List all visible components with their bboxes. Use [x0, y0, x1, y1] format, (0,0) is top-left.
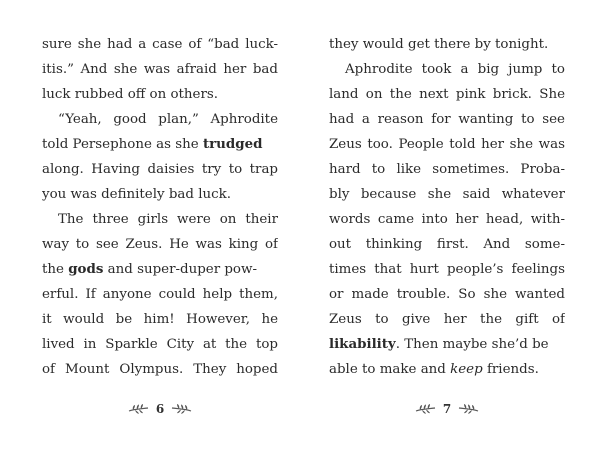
- text-run: luck rubbed off on others.: [42, 87, 218, 102]
- text-run: way to see Zeus. He was king of: [42, 237, 278, 252]
- right-page-folio: [387, 398, 507, 420]
- right-line-8: [329, 207, 565, 232]
- text-run: sure she had a case of “bad luck-: [42, 37, 278, 52]
- left-line-2: [42, 57, 278, 82]
- left-page: [42, 32, 278, 382]
- vocab-word-gods: gods: [68, 261, 104, 277]
- page-number: 7: [442, 402, 452, 416]
- emphasis-keep: keep: [450, 362, 483, 377]
- text-run: of Mount Olympus. They hoped: [42, 362, 278, 377]
- right-page: [329, 32, 565, 382]
- text-run: words came into her head, with-: [329, 212, 565, 227]
- left-page-folio: [100, 398, 220, 420]
- text-run: had a reason for wanting to see: [329, 112, 565, 127]
- left-line-11: [42, 282, 278, 307]
- right-line-10: [329, 257, 565, 282]
- right-line-11: [329, 282, 565, 307]
- right-line-1: [329, 32, 565, 57]
- left-line-1: [42, 32, 278, 57]
- text-run: able to make and: [329, 362, 451, 377]
- text-run: itis.” And she was afraid her bad: [42, 62, 278, 77]
- page-number: 6: [155, 402, 165, 416]
- left-line-12: [42, 307, 278, 332]
- vocab-word-likability: likability: [329, 336, 396, 352]
- right-line-12: [329, 307, 565, 332]
- right-line-7: [329, 182, 565, 207]
- text-run: . Then maybe she’d be: [395, 337, 549, 352]
- left-line-5: [42, 132, 278, 157]
- left-line-6: [42, 157, 278, 182]
- right-line-6: [329, 157, 565, 182]
- text-run: friends.: [482, 362, 539, 377]
- left-line-9: [42, 232, 278, 257]
- text-run: times that hurt people’s feelings: [329, 262, 565, 277]
- right-line-2: [329, 57, 565, 82]
- text-run: out thinking first. And some-: [329, 237, 565, 252]
- right-line-13: [329, 332, 565, 357]
- text-run: land on the next pink brick. She: [329, 87, 565, 102]
- text-run: hard to like sometimes. Proba-: [329, 162, 565, 177]
- text-run: and super-duper pow-: [103, 262, 257, 277]
- left-line-14: [42, 357, 278, 382]
- laurel-sprig-icon: [170, 403, 192, 415]
- text-run: the: [42, 262, 69, 277]
- text-run: told Persephone as she: [42, 137, 203, 152]
- laurel-sprig-icon: [457, 403, 479, 415]
- text-run: you was definitely bad luck.: [42, 187, 231, 202]
- vocab-word-trudged: trudged: [202, 136, 263, 152]
- left-line-4: [42, 107, 278, 132]
- laurel-sprig-icon: [128, 403, 150, 415]
- left-line-10: [42, 257, 278, 282]
- laurel-sprig-icon: [415, 403, 437, 415]
- text-run: Zeus to give her the gift of: [329, 312, 565, 327]
- left-line-3: [42, 82, 278, 107]
- text-run: bly because she said whatever: [329, 187, 565, 202]
- right-line-9: [329, 232, 565, 257]
- right-line-3: [329, 82, 565, 107]
- text-run: they would get there by tonight.: [329, 37, 549, 52]
- text-run: or made trouble. So she wanted: [329, 287, 565, 302]
- text-run: The three girls were on their: [58, 212, 278, 227]
- left-line-8: [42, 207, 278, 232]
- right-line-5: [329, 132, 565, 157]
- text-run: it would be him! However, he: [42, 312, 278, 327]
- right-line-14: [329, 357, 565, 382]
- text-run: Aphrodite took a big jump to: [345, 62, 565, 77]
- text-run: erful. If anyone could help them,: [42, 287, 278, 302]
- text-run: along. Having daisies try to trap: [42, 162, 278, 177]
- right-line-4: [329, 107, 565, 132]
- text-run: Zeus too. People told her she was: [329, 137, 565, 152]
- left-line-7: [42, 182, 278, 207]
- left-line-13: [42, 332, 278, 357]
- text-run: lived in Sparkle City at the top: [42, 337, 278, 352]
- text-run: “Yeah, good plan,” Aphrodite: [58, 112, 278, 127]
